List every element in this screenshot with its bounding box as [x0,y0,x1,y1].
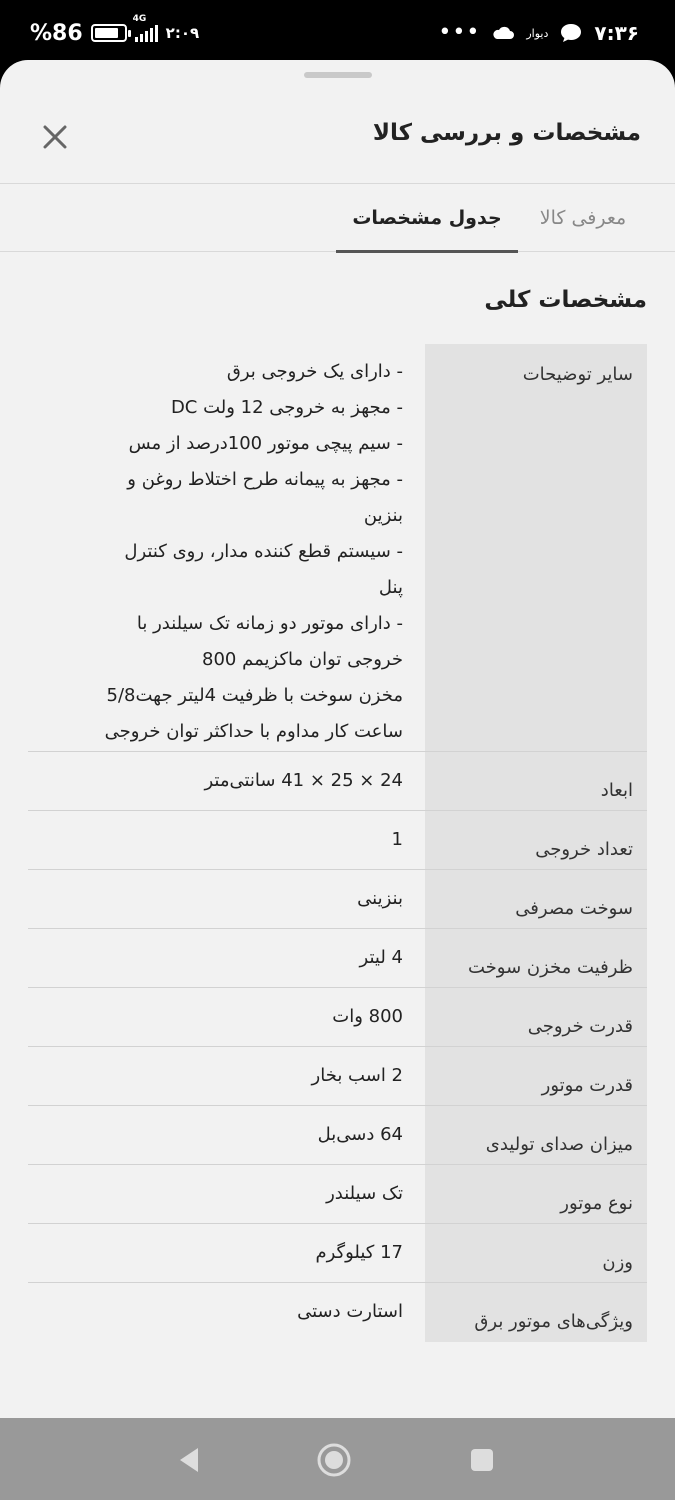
tab-bar [0,184,675,252]
description-line: پنل [378,577,403,598]
status-bar [0,0,675,64]
spec-label: ویژگی‌های موتور برق [474,1311,633,1332]
spec-label: وزن [602,1252,633,1273]
spec-row-output-power [28,988,647,1047]
status-app-label: دیوار [526,26,549,40]
description-line: - مجهز به خروجی 12 ولت DC [170,397,403,418]
spec-row-dimensions [28,752,647,811]
navigation-bar [0,1418,675,1500]
drag-handle[interactable] [304,72,372,78]
spec-value: 4 لیتر [359,947,403,968]
tab-specs-table[interactable]: جدول مشخصات [336,184,518,252]
spec-label: ابعاد [600,780,633,801]
spec-row-tank-capacity [28,929,647,988]
battery-fill [95,28,119,38]
chat-bubble-icon [560,23,582,43]
spec-label: تعداد خروجی [535,839,633,860]
spec-table [28,344,647,1342]
sheet-title: مشخصات و بررسی کالا [372,120,641,146]
description-line: - دارای موتور دو زمانه تک سیلندر با [136,613,403,634]
description-line: - سیم پیچی موتور 100درصد از مس [128,433,403,454]
section-title: مشخصات کلی [484,287,647,313]
spec-row-output-count [28,811,647,870]
status-small-time: ۲:۰۹ [165,24,200,42]
spec-value: 2 اسب بخار [311,1065,403,1086]
spec-value: 1 [391,829,403,850]
close-icon [38,120,72,154]
description-line: بنزین [363,505,403,526]
spec-value: 64 دسی‌بل [317,1124,403,1145]
spec-label: سوخت مصرفی [515,898,633,919]
back-icon [172,1442,208,1478]
spec-value: 17 کیلوگرم [315,1242,403,1263]
spec-row-generator-features [28,1283,647,1342]
cloud-icon [492,26,514,40]
nav-home-button[interactable] [316,1442,352,1478]
close-button[interactable] [38,120,72,154]
description-line: مخزن سوخت با ظرفیت 4لیتر جهت5/8 [106,685,403,706]
recents-icon [464,1442,500,1478]
battery-icon [91,24,127,42]
spec-row-weight [28,1224,647,1283]
status-left-group [30,14,200,48]
spec-label: میزان صدای تولیدی [485,1134,633,1155]
status-right-group [438,18,639,48]
description-line: - سیستم قطع کننده مدار، روی کنترل [124,541,403,562]
spec-value: 800 وات [332,1006,403,1027]
spec-row-fuel-type [28,870,647,929]
spec-value: 24 × 25 × 41 سانتی‌متر [204,770,403,791]
description-line: ساعت کار مداوم با حداکثر توان خروجی [104,721,403,742]
bottom-sheet [0,60,675,1418]
home-icon [316,1442,352,1478]
spec-row-description [28,344,647,752]
nav-recents-button[interactable] [464,1442,500,1478]
spec-row-engine-power [28,1047,647,1106]
spec-label: نوع موتور [560,1193,633,1214]
spec-description-value [48,354,403,750]
spec-label: قدرت خروجی [527,1016,633,1037]
sheet-header [0,96,675,184]
description-line: - دارای یک خروجی برق [226,361,403,382]
spec-value: استارت دستی [297,1301,403,1322]
spec-value: تک سیلندر [326,1183,403,1204]
signal-icon [132,14,158,42]
spec-label: قدرت موتور [541,1075,633,1096]
description-line: خروجی توان ماکزیمم 800 [202,649,403,670]
network-type: 4G [132,14,147,24]
description-line: - مجهز به پیمانه طرح اختلاط روغن و [127,469,403,490]
spec-row-noise-level [28,1106,647,1165]
battery-percent: %86 [30,20,83,46]
status-clock: ۷:۳۶ [594,21,639,45]
spec-value: بنزینی [357,888,403,909]
more-dots-icon: ••• [438,20,481,45]
spec-row-engine-type [28,1165,647,1224]
spec-label: سایر توضیحات [522,364,633,385]
spec-label: ظرفیت مخزن سوخت [467,957,633,978]
nav-back-button[interactable] [172,1442,208,1478]
tab-product-intro[interactable]: معرفی کالا [539,207,627,229]
